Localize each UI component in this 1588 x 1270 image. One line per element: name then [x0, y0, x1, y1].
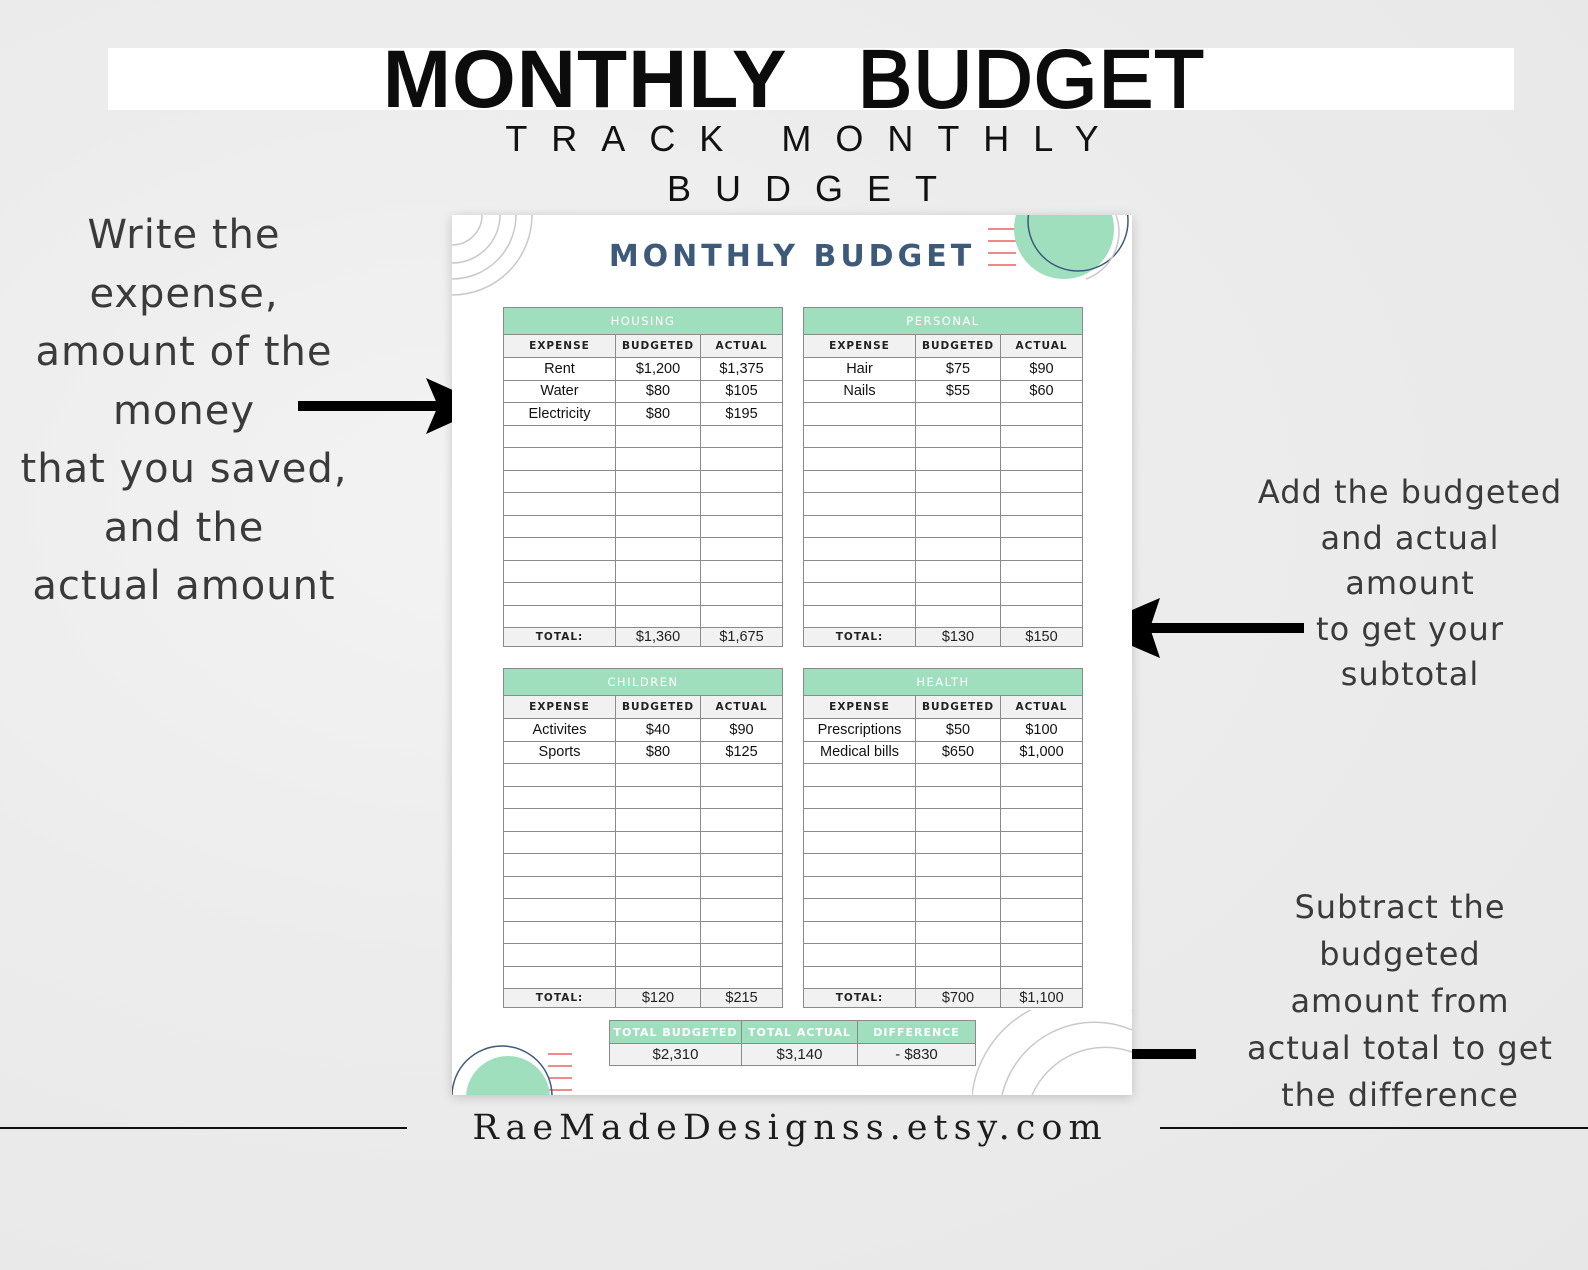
summary-total-actual[interactable]: $3,140	[742, 1044, 858, 1066]
summary-header-difference: DIFFERENCE	[858, 1021, 976, 1044]
expense-cell[interactable]: Nails	[804, 380, 916, 403]
budgeted-cell[interactable]	[616, 560, 701, 583]
left-instruction-line: Write the	[87, 212, 281, 258]
expense-cell[interactable]: Activites	[504, 719, 616, 742]
expense-cell[interactable]	[804, 854, 916, 877]
expense-cell[interactable]	[504, 854, 616, 877]
budgeted-cell[interactable]: $40	[616, 719, 701, 742]
actual-cell[interactable]: $60	[1001, 380, 1083, 403]
actual-cell[interactable]: $125	[701, 741, 783, 764]
right-bottom-instruction-line: the difference	[1281, 1076, 1519, 1114]
empty-row	[804, 515, 1083, 538]
column-header-budgeted: BUDGETED	[916, 335, 1001, 358]
actual-cell[interactable]	[1001, 560, 1083, 583]
expense-cell[interactable]	[804, 403, 916, 426]
expense-cell[interactable]	[804, 944, 916, 967]
left-instruction-line: expense,	[89, 270, 279, 317]
actual-cell[interactable]	[701, 831, 783, 854]
actual-cell[interactable]	[1001, 966, 1083, 989]
summary-table	[609, 1020, 976, 1066]
empty-row	[504, 425, 783, 448]
empty-row	[804, 560, 1083, 583]
actual-cell[interactable]: $90	[1001, 358, 1083, 381]
summary-difference[interactable]: - $830	[858, 1044, 976, 1066]
budgeted-cell[interactable]	[616, 854, 701, 877]
section-header: PERSONAL	[804, 308, 1083, 335]
actual-cell[interactable]	[701, 470, 783, 493]
empty-row	[804, 854, 1083, 877]
empty-row	[504, 854, 783, 877]
title-word-monthly: MONTHLY	[382, 34, 788, 125]
empty-row	[504, 944, 783, 967]
left-instruction-line: money	[112, 387, 256, 434]
total-row	[804, 628, 1083, 647]
expense-cell[interactable]	[504, 921, 616, 944]
summary-header-total-budgeted: TOTAL BUDGETED	[610, 1021, 742, 1044]
budget-sheet	[452, 215, 1132, 1095]
expense-cell[interactable]	[504, 876, 616, 899]
expense-cell[interactable]: Prescriptions	[804, 719, 916, 742]
actual-cell[interactable]	[701, 809, 783, 832]
expense-cell[interactable]	[804, 605, 916, 628]
actual-cell[interactable]	[1001, 425, 1083, 448]
empty-row	[504, 583, 783, 606]
expense-cell[interactable]	[804, 876, 916, 899]
actual-cell[interactable]	[701, 786, 783, 809]
table-row	[504, 719, 783, 742]
actual-cell[interactable]	[701, 493, 783, 516]
budgeted-cell[interactable]	[616, 583, 701, 606]
empty-row	[804, 831, 1083, 854]
expense-cell[interactable]: Water	[504, 380, 616, 403]
budgeted-cell[interactable]	[616, 786, 701, 809]
empty-row	[804, 809, 1083, 832]
actual-cell[interactable]	[701, 560, 783, 583]
budgeted-cell[interactable]: $80	[616, 403, 701, 426]
expense-cell[interactable]	[804, 921, 916, 944]
children-table	[503, 668, 783, 1008]
actual-cell[interactable]	[701, 854, 783, 877]
total-label: TOTAL:	[804, 628, 916, 647]
total-budgeted[interactable]: $130	[916, 628, 1001, 647]
budgeted-cell[interactable]	[916, 470, 1001, 493]
empty-row	[804, 921, 1083, 944]
right-bottom-instruction-line: actual total to get	[1247, 1029, 1553, 1067]
actual-cell[interactable]	[701, 921, 783, 944]
empty-row	[504, 560, 783, 583]
column-header-expense: EXPENSE	[504, 335, 616, 358]
expense-cell[interactable]	[804, 538, 916, 561]
expense-cell[interactable]	[504, 764, 616, 787]
actual-cell[interactable]	[1001, 605, 1083, 628]
right-bottom-instruction-line: budgeted	[1319, 935, 1481, 973]
actual-cell[interactable]	[701, 899, 783, 922]
right-top-instruction-line: and actual	[1320, 518, 1500, 557]
budgeted-cell[interactable]	[916, 605, 1001, 628]
actual-cell[interactable]	[701, 944, 783, 967]
actual-cell[interactable]	[1001, 854, 1083, 877]
actual-cell[interactable]: $90	[701, 719, 783, 742]
personal-table	[803, 307, 1083, 647]
expense-cell[interactable]	[804, 515, 916, 538]
actual-cell[interactable]	[1001, 944, 1083, 967]
budgeted-cell[interactable]	[916, 966, 1001, 989]
expense-cell[interactable]	[804, 831, 916, 854]
sheet-title: MONTHLY BUDGET	[608, 239, 976, 274]
expense-cell[interactable]	[804, 493, 916, 516]
left-instruction-line: that you saved,	[20, 446, 348, 492]
expense-cell[interactable]	[804, 560, 916, 583]
column-header-expense: EXPENSE	[804, 696, 916, 719]
empty-row	[804, 966, 1083, 989]
expense-cell[interactable]	[504, 448, 616, 471]
expense-cell[interactable]	[804, 809, 916, 832]
section-header: HOUSING	[504, 308, 783, 335]
expense-cell[interactable]	[504, 786, 616, 809]
total-label: TOTAL:	[504, 628, 616, 647]
budgeted-cell[interactable]	[916, 515, 1001, 538]
budgeted-cell[interactable]	[916, 944, 1001, 967]
budgeted-cell[interactable]	[616, 605, 701, 628]
column-header-expense: EXPENSE	[804, 335, 916, 358]
expense-cell[interactable]	[504, 809, 616, 832]
column-header-actual: ACTUAL	[1001, 335, 1083, 358]
subtitle-line-1: TRACK MONTHLY	[505, 118, 1123, 159]
budgeted-cell[interactable]	[916, 899, 1001, 922]
budgeted-cell[interactable]	[916, 560, 1001, 583]
section-header: HEALTH	[804, 669, 1083, 696]
budgeted-cell[interactable]: $80	[616, 380, 701, 403]
expense-cell[interactable]	[504, 470, 616, 493]
empty-row	[504, 966, 783, 989]
title-word-budget: BUDGET	[857, 34, 1206, 125]
expense-cell[interactable]	[804, 899, 916, 922]
circle-decoration-icon	[452, 1040, 582, 1095]
budgeted-cell[interactable]	[616, 831, 701, 854]
actual-cell[interactable]	[1001, 515, 1083, 538]
left-instruction-line: and the	[103, 504, 265, 551]
empty-row	[804, 583, 1083, 606]
actual-cell[interactable]	[1001, 831, 1083, 854]
budgeted-cell[interactable]	[616, 448, 701, 471]
budgeted-cell[interactable]	[916, 764, 1001, 787]
actual-cell[interactable]	[1001, 583, 1083, 606]
column-header-budgeted: BUDGETED	[916, 696, 1001, 719]
expense-cell[interactable]: Electricity	[504, 403, 616, 426]
actual-cell[interactable]	[1001, 448, 1083, 471]
table-row	[504, 741, 783, 764]
expense-cell[interactable]	[504, 583, 616, 606]
right-top-instruction-line: to get your	[1316, 609, 1504, 648]
expense-cell[interactable]	[504, 831, 616, 854]
left-instruction-line: amount of the	[35, 329, 333, 375]
expense-cell[interactable]	[504, 560, 616, 583]
right-bottom-instruction	[1220, 884, 1580, 1119]
total-budgeted[interactable]: $120	[616, 989, 701, 1008]
budgeted-cell[interactable]	[916, 831, 1001, 854]
total-label: TOTAL:	[804, 989, 916, 1008]
empty-row	[804, 786, 1083, 809]
budgeted-cell[interactable]	[916, 538, 1001, 561]
housing-table	[503, 307, 783, 647]
table-row	[804, 358, 1083, 381]
empty-row	[504, 515, 783, 538]
total-actual[interactable]: $215	[701, 989, 783, 1008]
budgeted-cell[interactable]	[616, 515, 701, 538]
right-top-instruction-line: subtotal	[1340, 655, 1480, 693]
actual-cell[interactable]	[701, 966, 783, 989]
actual-cell[interactable]	[1001, 538, 1083, 561]
budgeted-cell[interactable]: $650	[916, 741, 1001, 764]
actual-cell[interactable]	[1001, 921, 1083, 944]
actual-cell[interactable]: $105	[701, 380, 783, 403]
empty-row	[504, 470, 783, 493]
empty-row	[504, 831, 783, 854]
budgeted-cell[interactable]	[916, 493, 1001, 516]
empty-row	[804, 899, 1083, 922]
column-header-budgeted: BUDGETED	[616, 335, 701, 358]
actual-cell[interactable]: $1,000	[1001, 741, 1083, 764]
footer-divider-left	[0, 1127, 407, 1129]
budgeted-cell[interactable]	[616, 425, 701, 448]
budgeted-cell[interactable]	[616, 966, 701, 989]
total-actual[interactable]: $150	[1001, 628, 1083, 647]
left-instruction-line: actual amount	[32, 563, 336, 609]
actual-cell[interactable]	[1001, 403, 1083, 426]
summary-total-budgeted[interactable]: $2,310	[610, 1044, 742, 1066]
total-row	[504, 628, 783, 647]
arc-lines-decoration-icon	[972, 1010, 1132, 1095]
actual-cell[interactable]	[1001, 493, 1083, 516]
table-row	[504, 358, 783, 381]
column-header-actual: ACTUAL	[701, 335, 783, 358]
actual-cell[interactable]: $195	[701, 403, 783, 426]
budgeted-cell[interactable]	[916, 403, 1001, 426]
expense-cell[interactable]	[504, 493, 616, 516]
column-header-actual: ACTUAL	[701, 696, 783, 719]
actual-cell[interactable]: $100	[1001, 719, 1083, 742]
expense-cell[interactable]: Sports	[504, 741, 616, 764]
actual-cell[interactable]	[1001, 809, 1083, 832]
expense-cell[interactable]	[804, 470, 916, 493]
budgeted-cell[interactable]	[916, 809, 1001, 832]
budgeted-cell[interactable]: $80	[616, 741, 701, 764]
empty-row	[804, 403, 1083, 426]
actual-cell[interactable]	[1001, 764, 1083, 787]
expense-cell[interactable]	[804, 583, 916, 606]
empty-row	[804, 876, 1083, 899]
expense-cell[interactable]	[804, 764, 916, 787]
expense-cell[interactable]	[504, 425, 616, 448]
health-table	[803, 668, 1083, 1008]
budgeted-cell[interactable]	[916, 876, 1001, 899]
total-actual[interactable]: $1,675	[701, 628, 783, 647]
table-row	[804, 741, 1083, 764]
table-row	[504, 403, 783, 426]
total-budgeted[interactable]: $1,360	[616, 628, 701, 647]
budgeted-cell[interactable]	[616, 538, 701, 561]
table-row	[504, 380, 783, 403]
budgeted-cell[interactable]	[616, 809, 701, 832]
empty-row	[504, 493, 783, 516]
total-budgeted[interactable]: $700	[916, 989, 1001, 1008]
expense-cell[interactable]	[804, 966, 916, 989]
table-row	[804, 380, 1083, 403]
budgeted-cell[interactable]	[616, 944, 701, 967]
total-row	[504, 989, 783, 1008]
expense-cell[interactable]: Hair	[804, 358, 916, 381]
expense-cell[interactable]	[504, 515, 616, 538]
budgeted-cell[interactable]	[916, 583, 1001, 606]
empty-row	[504, 786, 783, 809]
budgeted-cell[interactable]	[916, 786, 1001, 809]
empty-row	[504, 764, 783, 787]
footer-divider-right	[1160, 1127, 1588, 1129]
total-label: TOTAL:	[504, 989, 616, 1008]
empty-row	[804, 448, 1083, 471]
budgeted-cell[interactable]	[616, 470, 701, 493]
expense-cell[interactable]: Rent	[504, 358, 616, 381]
budgeted-cell[interactable]	[616, 899, 701, 922]
budgeted-cell[interactable]	[916, 425, 1001, 448]
actual-cell[interactable]: $1,375	[701, 358, 783, 381]
expense-cell[interactable]	[804, 425, 916, 448]
empty-row	[804, 425, 1083, 448]
empty-row	[504, 876, 783, 899]
expense-cell[interactable]	[504, 899, 616, 922]
expense-cell[interactable]: Medical bills	[804, 741, 916, 764]
expense-cell[interactable]	[504, 944, 616, 967]
summary-header-total-actual: TOTAL ACTUAL	[742, 1021, 858, 1044]
actual-cell[interactable]	[1001, 899, 1083, 922]
budgeted-cell[interactable]	[916, 448, 1001, 471]
table-row	[804, 719, 1083, 742]
total-actual[interactable]: $1,100	[1001, 989, 1083, 1008]
actual-cell[interactable]	[701, 605, 783, 628]
empty-row	[804, 470, 1083, 493]
right-bottom-instruction-line: amount from	[1290, 982, 1510, 1020]
section-header: CHILDREN	[504, 669, 783, 696]
expense-cell[interactable]	[804, 786, 916, 809]
actual-cell[interactable]	[701, 425, 783, 448]
column-header-actual: ACTUAL	[1001, 696, 1083, 719]
expense-cell[interactable]	[504, 538, 616, 561]
budgeted-cell[interactable]	[616, 493, 701, 516]
footer-shop-url[interactable]: RaeMadeDesignss.etsy.com	[472, 1108, 1108, 1148]
budgeted-cell[interactable]: $75	[916, 358, 1001, 381]
budgeted-cell[interactable]: $50	[916, 719, 1001, 742]
expense-cell[interactable]	[804, 448, 916, 471]
budgeted-cell[interactable]	[616, 764, 701, 787]
budgeted-cell[interactable]	[616, 921, 701, 944]
column-header-expense: EXPENSE	[504, 696, 616, 719]
right-top-instruction-line: Add the budgeted	[1257, 473, 1563, 511]
right-top-instruction-line: amount	[1345, 564, 1475, 602]
actual-cell[interactable]	[701, 764, 783, 787]
subtitle-line-2: BUDGET	[666, 168, 961, 209]
actual-cell[interactable]	[701, 515, 783, 538]
actual-cell[interactable]	[1001, 876, 1083, 899]
actual-cell[interactable]	[701, 448, 783, 471]
page-subtitle	[444, 114, 1184, 214]
expense-cell[interactable]	[504, 966, 616, 989]
column-header-budgeted: BUDGETED	[616, 696, 701, 719]
actual-cell[interactable]	[701, 583, 783, 606]
budgeted-cell[interactable]: $55	[916, 380, 1001, 403]
empty-row	[804, 493, 1083, 516]
empty-row	[504, 538, 783, 561]
empty-row	[804, 764, 1083, 787]
total-row	[804, 989, 1083, 1008]
empty-row	[504, 809, 783, 832]
empty-row	[804, 538, 1083, 561]
empty-row	[504, 921, 783, 944]
right-bottom-instruction-line: Subtract the	[1294, 888, 1506, 926]
empty-row	[504, 899, 783, 922]
actual-cell[interactable]	[701, 876, 783, 899]
actual-cell[interactable]	[1001, 786, 1083, 809]
empty-row	[504, 448, 783, 471]
actual-cell[interactable]	[701, 538, 783, 561]
budgeted-cell[interactable]: $1,200	[616, 358, 701, 381]
expense-cell[interactable]	[504, 605, 616, 628]
budgeted-cell[interactable]	[916, 921, 1001, 944]
empty-row	[804, 605, 1083, 628]
right-top-instruction	[1240, 470, 1580, 698]
actual-cell[interactable]	[1001, 470, 1083, 493]
empty-row	[804, 944, 1083, 967]
budgeted-cell[interactable]	[916, 854, 1001, 877]
empty-row	[504, 605, 783, 628]
budgeted-cell[interactable]	[616, 876, 701, 899]
